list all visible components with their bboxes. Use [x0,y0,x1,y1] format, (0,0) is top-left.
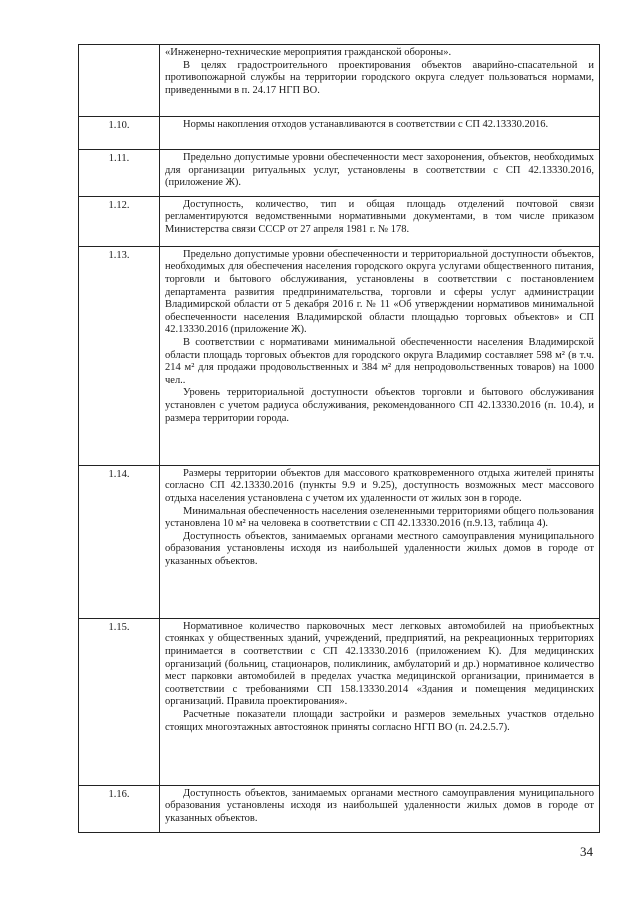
page-number: 34 [580,844,593,859]
row-number-cell [79,785,160,832]
table-row [79,465,600,618]
row-text-cell [160,45,600,117]
row-number: 1.13. [108,249,130,261]
row-text-cell [160,117,600,150]
row-paragraph: В целях градостроительного проектирования объектов аварийно-спасательной и противопожарной службы на территории городского округа следует пользоваться нормами, приведенными в п. 24.17 НГП ВО. [165,59,594,96]
row-paragraph: Уровень территориальной доступности объектов торговли и бытового обслуживания установлен с учетом радиуса обслуживания, рекомендованного СП 42.13330.2016 (п. 10.4), и размера территории города. [165,387,594,424]
table-row [79,117,600,150]
row-text-cell [160,246,600,465]
table-row [79,618,600,785]
row-text-cell [160,785,600,832]
row-number-cell [79,618,160,785]
row-number: 1.10. [108,120,130,131]
table-body [79,45,600,833]
table-row [79,196,600,246]
row-paragraph: Доступность объектов, занимаемых органами местного самоуправления муниципального образования установлены исходя из наибольшей удаленности жилых домов в городе от указанных объектов. [165,787,594,824]
table-row [79,246,600,465]
row-number: 1.15. [108,621,130,633]
row-paragraph: Доступность, количество, тип и общая площадь отделений почтовой связи регламентируются ведомственными нормативными документами, в том числе приказом Министерства связи СССР от 27 апреля 1981 г. № 178. [165,198,594,235]
row-text-cell [160,465,600,618]
row-paragraph: В соответствии с нормативами минимальной обеспеченности населения Владимирской области площадь торговых объектов для городского округа Владимир составляет 598 м² (в т.ч. 214 м² для продажи продовольственных и 384 м² для непродовольственных товаров) на 1000 чел.. [165,336,594,386]
row-paragraph: «Инженерно-технические мероприятия гражданской обороны». [165,47,452,58]
row-number: 1.16. [108,788,130,800]
row-paragraph: Предельно допустимые уровни обеспеченности и территориальной доступности объектов, необходимых для обеспечения населения городского округа услугами общественного питания, торговли и бытового обслуживания, установлены в соответствии с постановлением департамента развития предпринимательства, торговли и сферы услуг администрации Владимирской области от 5 декабря 2016 г. № 11 «Об утверждении нормативов минимальной обеспеченности населения Владимирской области площадью торговых объектов» и СП 42.13330.2016 (приложение Ж). [165,248,594,336]
table-row [79,150,600,197]
row-number: 1.14. [108,468,130,480]
row-paragraph: Расчетные показатели площади застройки и размеров земельных участков отдельно стоящих многоэтажных автостоянок приняты согласно НГП ВО (п. 24.2.5.7). [165,708,594,733]
row-paragraph: Предельно допустимые уровни обеспеченности мест захоронения, объектов, необходимых для организации ритуальных услуг, установлены в соответствии с СП 42.13330.2016, (приложение Ж). [165,152,594,189]
row-number-cell [79,196,160,246]
table-row [79,785,600,832]
table-row [79,45,600,117]
row-text-cell [160,618,600,785]
row-text-cell [160,196,600,246]
row-number: 1.12. [108,199,130,211]
row-number-cell [79,150,160,197]
row-number-cell [79,117,160,150]
row-number: 1.11. [108,153,130,164]
row-paragraph: Нормативное количество парковочных мест легковых автомобилей на приобъектных стоянках у общественных зданий, учреждений, предприятий, на рекреационных территориях принимается в соответствии с СП 42.13330.2016 (приложением К). Для медицинских организаций (больниц, стационаров, поликлиник, амбулаторий и др.) нормативное количество мест парковки автомобилей в пределах участка медицинской организации, принимается в соответствии с требованиями СП 158.13330.2014 «Здания и помещения медицинских организаций. Правила проектирования». [165,620,594,708]
row-number-cell [79,246,160,465]
norms-table [78,44,600,833]
row-text-cell [160,150,600,197]
row-paragraph: Доступность объектов, занимаемых органами местного самоуправления муниципального образования установлены исходя из наибольшей удаленности жилых домов в городе от указанных объектов. [165,530,594,567]
row-paragraph: Минимальная обеспеченность населения озелененными территориями общего пользования установлена 10 м² на человека в соответствии с СП 42.13330.2016 (п.9.13, таблица 4). [165,505,594,530]
row-number-cell [79,45,160,117]
row-paragraph: Нормы накопления отходов устанавливаются в соответствии с СП 42.13330.2016. [183,119,549,130]
row-paragraph: Размеры территории объектов для массового кратковременного отдыха жителей приняты согласно СП 42.13330.2016 (пункты 9.9 и 9.25), доступность возможных мест массового отдыха населения установлена с учетом их удаленности от жилых зон в городе. [165,467,594,504]
row-number-cell [79,465,160,618]
